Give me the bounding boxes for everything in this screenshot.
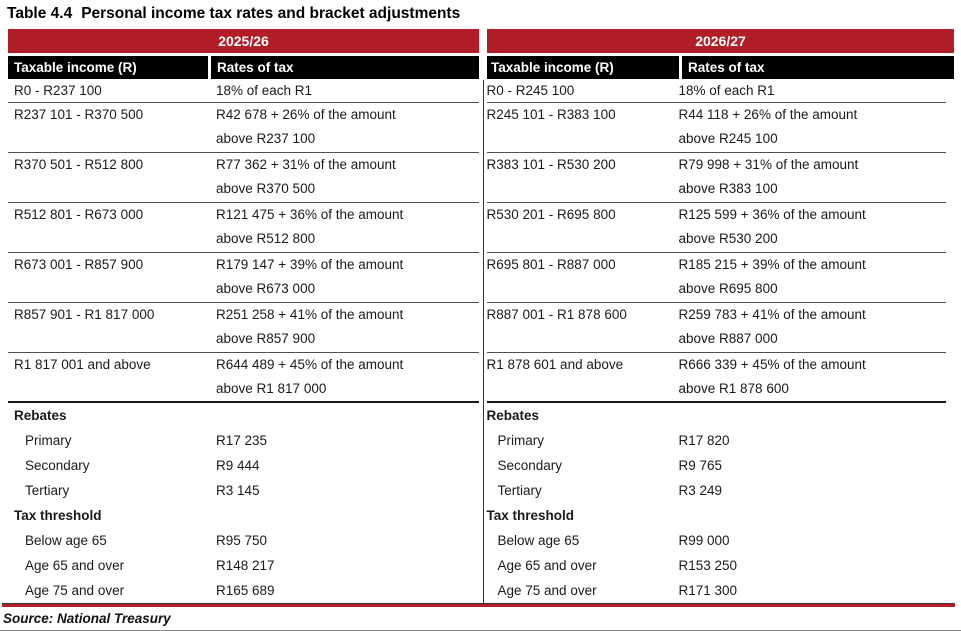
rate-of-tax-cont: above R383 100 [678,181,778,197]
year-header-2025-26: 2025/26 [8,29,479,53]
rate-of-tax: 18% of each R1 [216,83,313,98]
income-range: R245 101 - R383 100 [486,107,616,122]
threshold-value: R165 689 [216,583,275,598]
table-row [8,303,479,353]
rate-cell [679,103,946,152]
column-header-band [8,56,954,79]
table-row [8,253,479,303]
year-header-band [8,29,954,53]
section-heading-text: Tax threshold [486,508,575,523]
rebate-label: Tertiary [497,483,542,498]
rebate-value: R9 765 [678,458,723,473]
rate-cell [679,153,946,202]
year-header-2026-27: 2026/27 [487,29,954,53]
rate-of-tax-cont: above R1 878 600 [678,381,789,397]
rate-of-tax: R42 678 + 26% of the amount [216,107,396,122]
threshold-label: Age 75 and over [25,583,125,598]
table-row [487,303,946,353]
rebate-label: Secondary [25,458,90,473]
column-2025-26 [8,80,479,603]
rate-of-tax: R77 362 + 31% of the amount [216,157,396,172]
rebate-value: R3 249 [678,483,723,498]
income-range: R857 901 - R1 817 000 [14,307,155,322]
rate-of-tax-cont: above R370 500 [216,181,316,197]
rate-of-tax-cont: above R673 000 [216,281,316,297]
rate-of-tax: R666 339 + 45% of the amount [678,357,866,372]
rebate-value: R17 235 [216,433,268,448]
table-title [0,0,961,29]
income-range: R0 - R237 100 [14,83,102,98]
threshold-label: Age 65 and over [497,558,597,573]
income-range: R237 101 - R370 500 [14,107,144,122]
rate-cell [216,153,479,202]
tax-threshold-heading [487,503,946,528]
income-range: R370 501 - R512 800 [14,157,144,172]
threshold-value: R171 300 [678,583,738,598]
threshold-label: Below age 65 [497,533,580,548]
rebates-heading [487,403,946,428]
section-heading-text: Tax threshold [14,508,102,523]
rate-of-tax: R79 998 + 31% of the amount [678,157,859,172]
rate-cell [216,353,479,401]
threshold-row [487,553,946,578]
income-range: R695 801 - R887 000 [486,257,616,272]
rebate-value: R3 145 [216,483,260,498]
rate-cell [679,253,946,302]
rate-cell [216,203,479,252]
rebate-row [487,478,946,503]
table-body [8,80,954,603]
rate-of-tax: R251 258 + 41% of the amount [216,307,404,322]
threshold-row [487,528,946,553]
table-row [8,153,479,203]
rate-of-tax-cont: above R857 900 [216,331,316,347]
threshold-value: R99 000 [678,533,730,548]
tax-threshold-heading [8,503,479,528]
income-range: R673 001 - R857 900 [14,257,144,272]
col-header-taxable-income-left: Taxable income (R) [8,56,208,79]
rate-cell [679,353,946,401]
table-row [487,203,946,253]
section-heading-text: Rebates [14,408,67,423]
rebates-heading [8,403,479,428]
rate-cell [216,303,479,352]
source-note: Source: National Treasury [3,611,171,626]
rate-of-tax-cont: above R695 800 [678,281,778,297]
rate-of-tax: R44 118 + 26% of the amount [678,107,858,122]
table-row [8,80,479,103]
rate-cell [679,303,946,352]
rate-of-tax: R125 599 + 36% of the amount [678,207,866,222]
rate-of-tax: 18% of each R1 [678,83,775,98]
threshold-label: Age 65 and over [25,558,125,573]
rate-of-tax: R185 215 + 39% of the amount [678,257,866,272]
rebate-label: Primary [497,433,544,448]
rate-of-tax: R179 147 + 39% of the amount [216,257,404,272]
table-row [487,153,946,203]
rebate-label: Tertiary [25,483,70,498]
rate-of-tax: R121 475 + 36% of the amount [216,207,404,222]
threshold-label: Age 75 and over [497,583,597,598]
table-row [8,103,479,153]
column-2026-27 [483,80,946,603]
rate-of-tax-cont: above R237 100 [216,131,316,147]
threshold-value: R153 250 [678,558,738,573]
table-row [487,353,946,403]
income-range: R1 878 601 and above [486,357,624,372]
table-row [487,80,946,103]
rebate-row [487,453,946,478]
rate-cell [216,103,479,152]
table-number: Table 4.4 [7,5,73,22]
section-heading-text: Rebates [486,408,540,423]
rate-of-tax-cont: above R530 200 [678,231,778,247]
threshold-row [487,578,946,603]
rate-cell [216,253,479,302]
table-row [8,203,479,253]
rebate-label: Primary [25,433,72,448]
income-range: R887 001 - R1 878 600 [486,307,627,322]
rebate-row [8,428,479,453]
income-range: R530 201 - R695 800 [486,207,616,222]
income-range: R383 101 - R530 200 [486,157,616,172]
table-row [487,253,946,303]
col-header-taxable-income-right: Taxable income (R) [487,56,679,79]
rate-of-tax-cont: above R887 000 [678,331,778,347]
tax-table [8,29,954,603]
rebate-value: R9 444 [216,458,260,473]
rebate-label: Secondary [497,458,563,473]
threshold-row [8,578,479,603]
income-range: R1 817 001 and above [14,357,151,372]
rebate-row [8,453,479,478]
threshold-value: R148 217 [216,558,275,573]
income-range: R0 - R245 100 [486,83,575,98]
rate-of-tax: R259 783 + 41% of the amount [678,307,866,322]
table-row [8,353,479,403]
rebate-value: R17 820 [678,433,730,448]
table-title-text: Personal income tax rates and bracket adjustments [81,5,461,22]
rate-of-tax-cont: above R1 817 000 [216,381,327,397]
table-row [487,103,946,153]
rate-of-tax: R644 489 + 45% of the amount [216,357,404,372]
col-header-rates-left: Rates of tax [211,56,479,79]
income-range: R512 801 - R673 000 [14,207,144,222]
rebate-row [8,478,479,503]
threshold-row [8,553,479,578]
rebate-row [487,428,946,453]
threshold-label: Below age 65 [25,533,107,548]
threshold-value: R95 750 [216,533,268,548]
rate-of-tax-cont: above R245 100 [678,131,778,147]
rate-cell [679,203,946,252]
rate-of-tax-cont: above R512 800 [216,231,316,247]
col-header-rates-right: Rates of tax [682,56,954,79]
threshold-row [8,528,479,553]
